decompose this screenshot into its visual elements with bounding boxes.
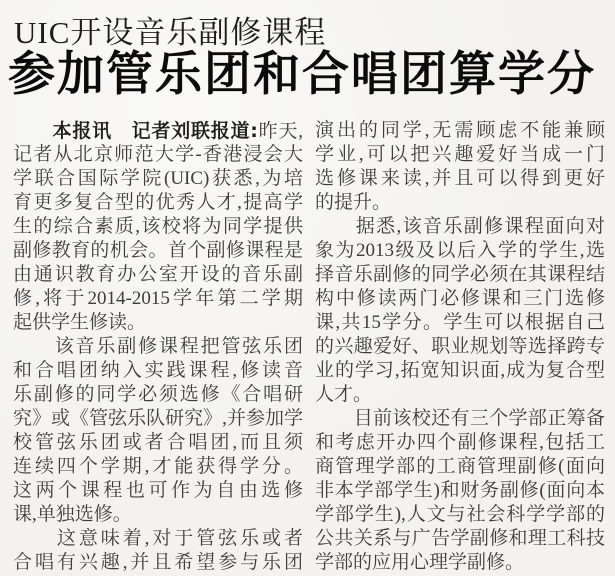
text-line: 合唱有兴趣,并且希望参与乐团 — [13, 552, 303, 573]
text-line: 这两个课程也可作为自由选修 — [13, 480, 303, 501]
text-line: 择音乐副修的同学必须在其课程结 — [315, 264, 605, 285]
text-line: 副修教育的机会。首个副修课程是 — [13, 240, 303, 261]
text-line: 据悉,该音乐副修课程面向对 — [315, 216, 605, 237]
text-line: 修,将于2014-2015学年第二学期 — [13, 288, 303, 309]
text-line: 校管弦乐团或者合唱团,而且须 — [13, 432, 303, 453]
text-line: 由通识教育办公室开设的音乐副 — [13, 264, 303, 285]
text-line: 目前该校还有三个学部正筹备 — [315, 408, 605, 429]
text-line: 学部的应用心理学副修。 — [315, 552, 525, 573]
text-line: 起供学生修读。 — [13, 312, 147, 333]
text-line: 业的学习,拓宽知识面,成为复合型 — [315, 360, 605, 381]
column-left — [13, 119, 303, 575]
text-line: 育更多复合型的优秀人才,提高学 — [13, 192, 303, 213]
text-line: 生的综合素质,该校将为同学提供 — [13, 216, 303, 237]
text-line: 象为2013级及以后入学的学生,选 — [315, 240, 605, 261]
text-line: 记者从北京师范大学-香港浸会大 — [13, 144, 303, 165]
main-headline: 参加管乐团和合唱团算学分 — [8, 47, 596, 102]
kicker-headline: UIC开设音乐副修课程 — [14, 15, 327, 50]
text-line: 学联合国际学院(UIC)获悉,为培 — [13, 168, 303, 189]
text-line: 选修课来读,并且可以得到更好 — [315, 168, 605, 189]
text-line: 本报讯 记者刘联报道:昨天, — [13, 120, 303, 142]
text-line: 这意味着,对于管弦乐或者 — [13, 528, 303, 549]
text-line: 公共关系与广告学副修和理工科技 — [315, 528, 605, 549]
text-line: 构中修读两门必修课和三门选修 — [315, 288, 605, 309]
text-line: 和合唱团纳入实践课程,修读音 — [13, 360, 303, 381]
article-body — [13, 119, 605, 575]
text-line: 学业,可以把兴趣爱好当成一门 — [315, 144, 605, 165]
column-right — [315, 119, 605, 575]
text-line: 课,单独选修。 — [13, 504, 132, 525]
text-line: 学部学生),人文与社会科学学部的 — [315, 504, 605, 525]
text-line: 和考虑开办四个副修课程,包括工 — [315, 432, 605, 453]
text-line: 演出的同学,无需顾虑不能兼顾 — [315, 120, 605, 141]
byline-lead: 本报讯 记者刘联报道: — [13, 120, 258, 142]
text-line: 的兴趣爱好、职业规划等选择跨专 — [315, 336, 605, 357]
text-line: 究》或《管弦乐队研究》,并参加学 — [13, 408, 303, 429]
text-line: 连续四个学期,才能获得学分。 — [13, 456, 303, 477]
text-line: 人才。 — [315, 384, 373, 405]
text-line: 乐副修的同学必须选修《合唱研 — [13, 384, 303, 405]
text-line: 该音乐副修课程把管弦乐团 — [13, 336, 303, 357]
text-line: 课,共15学分。学生可以根据自己 — [315, 312, 605, 333]
text-line: 非本学部学生)和财务副修(面向本 — [315, 480, 605, 501]
text-line: 商管理学部的工商管理副修(面向 — [315, 456, 605, 477]
text-line: 的提升。 — [315, 192, 392, 213]
